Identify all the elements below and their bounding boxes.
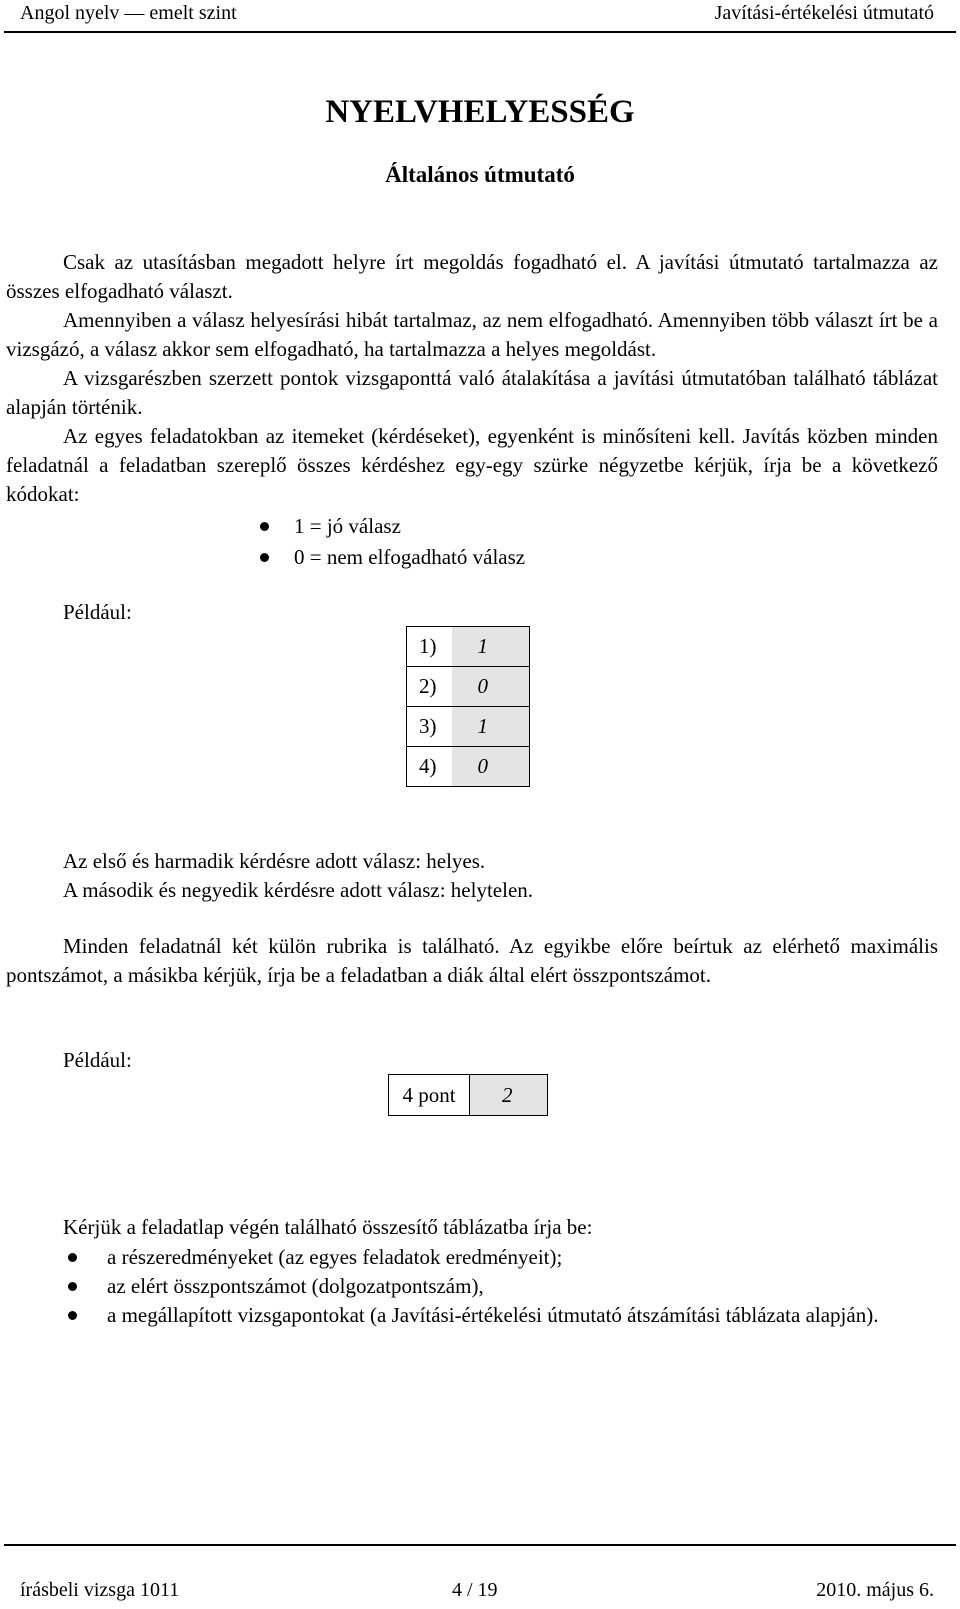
- list-item: 0 = nem elfogadható válasz: [256, 543, 525, 574]
- bullet-icon: [68, 1282, 77, 1291]
- page-number: 4 / 19: [452, 1579, 498, 1601]
- item-number: 1): [407, 627, 452, 667]
- list-item: a részeredményeket (az egyes feladatok eredményeit);: [64, 1243, 938, 1272]
- footer-rule: [4, 1544, 956, 1546]
- paragraph-conversion: A vizsgarészben szerzett pontok vizsgaponttá való átalakítása a javítási útmutatóban található táblázat alapján történik.: [6, 366, 938, 419]
- summary-list: [64, 1243, 938, 1330]
- item-code: 1: [452, 707, 530, 747]
- max-points-cell: 4 pont: [389, 1075, 470, 1116]
- bullet-icon: [260, 522, 269, 531]
- result-correct: Az első és harmadik kérdésre adott válasz: helyes.: [63, 849, 486, 873]
- footer-date: 2010. május 6.: [816, 1579, 934, 1601]
- table-row: [407, 667, 530, 707]
- example-code-table: [406, 626, 530, 787]
- header-doc-type: Javítási-értékelési útmutató: [714, 2, 934, 24]
- summary-intro: Kérjük a feladatlap végén található összesítő táblázatba írja be:: [63, 1215, 593, 1239]
- rubric-block: [6, 932, 938, 990]
- result-incorrect: A második és negyedik kérdésre adott válasz: helytelen.: [63, 878, 534, 902]
- example-label: Például:: [63, 600, 132, 624]
- paragraph-spelling: Amennyiben a válasz helyesírási hibát tartalmaz, az nem elfogadható. Amennyiben több választ írt be a vizsgázó, a válasz akkor sem elfogadható, ha tartalmazza a helyes megoldást.: [6, 308, 938, 361]
- instructions-block: [6, 248, 938, 509]
- list-item: a megállapított vizsgapontokat (a Javítási-értékelési útmutató átszámítási táblázata alapján).: [64, 1301, 938, 1330]
- paragraph-accepted-answers: Csak az utasításban megadott helyre írt megoldás fogadható el. A javítási útmutató tartalmazza az összes elfogadható választ.: [6, 250, 938, 303]
- list-item: 1 = jó válasz: [256, 512, 525, 543]
- bullet-icon: [68, 1311, 77, 1320]
- list-item: az elért összpontszámot (dolgozatpontszám),: [64, 1272, 938, 1301]
- table-row: [407, 627, 530, 667]
- item-number: 2): [407, 667, 452, 707]
- paragraph-rubric: Minden feladatnál két külön rubrika is található. Az egyikbe előre beírtuk az elérhető maximális pontszámot, a másikba kérjük, írja be a feladatban a diák által elért összpontszámot.: [6, 934, 938, 987]
- bullet-icon: [68, 1253, 77, 1262]
- bullet-icon: [260, 553, 269, 562]
- table-row: [389, 1075, 548, 1116]
- example-label-2: Például:: [63, 1048, 132, 1072]
- earned-points-cell: 2: [470, 1075, 548, 1116]
- footer-exam-code: írásbeli vizsga 1011: [20, 1579, 180, 1601]
- page-header: [0, 0, 960, 30]
- item-number: 4): [407, 747, 452, 787]
- example-points-table: [388, 1074, 548, 1116]
- item-code: 0: [452, 667, 530, 707]
- code-list: [256, 512, 525, 574]
- page-title: NYELVHELYESSÉG: [325, 94, 635, 130]
- paragraph-item-coding: Az egyes feladatokban az itemeket (kérdéseket), egyenként is minősíteni kell. Javítás közben minden feladatnál a feladatban szereplő összes kérdéshez egy-egy szürke négyzetbe kérjük, írja be a következő kódokat:: [6, 424, 938, 506]
- item-code: 0: [452, 747, 530, 787]
- header-subject: Angol nyelv — emelt szint: [20, 2, 237, 24]
- item-number: 3): [407, 707, 452, 747]
- table-row: [407, 747, 530, 787]
- page-subtitle: Általános útmutató: [385, 162, 575, 187]
- item-code: 1: [452, 627, 530, 667]
- table-row: [407, 707, 530, 747]
- header-rule: [4, 31, 956, 33]
